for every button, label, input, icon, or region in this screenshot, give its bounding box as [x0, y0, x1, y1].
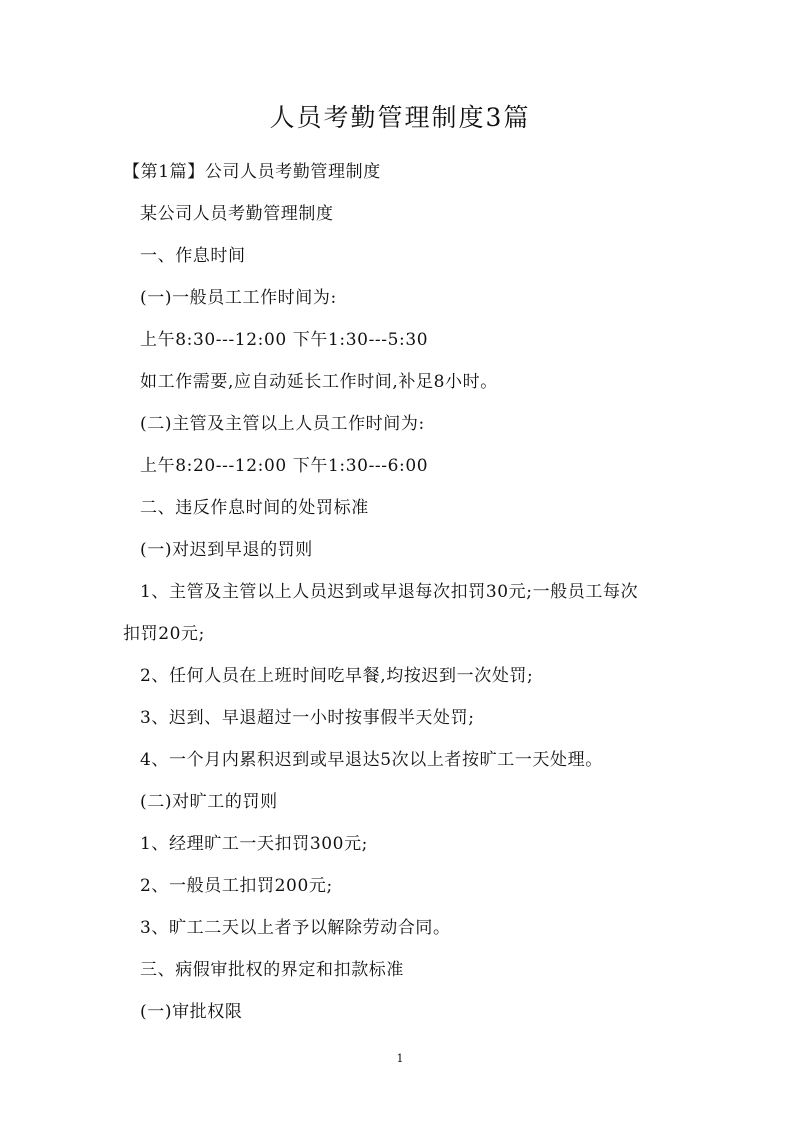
paragraph-line: 如工作需要,应自动延长工作时间,补足8小时。	[140, 372, 498, 392]
paragraph-line: (一)对迟到早退的罚则	[140, 540, 313, 560]
paragraph-line: (一)审批权限	[140, 1002, 243, 1022]
paragraph-line: 上午8:30---12:00 下午1:30---5:30	[140, 330, 429, 350]
paragraph-line: 3、旷工二天以上者予以解除劳动合同。	[140, 918, 451, 938]
paragraph-line: 1、主管及主管以上人员迟到或早退每次扣罚30元;一般员工每次	[140, 582, 639, 602]
paragraph-line: 3、迟到、早退超过一小时按事假半天处罚;	[140, 708, 475, 728]
paragraph-line: (二)主管及主管以上人员工作时间为:	[140, 414, 425, 434]
paragraph-line: 某公司人员考勤管理制度	[140, 204, 334, 224]
paragraph-line: (一)一般员工工作时间为:	[140, 288, 337, 308]
paragraph-line: 1、经理旷工一天扣罚300元;	[140, 834, 368, 854]
paragraph-line: 2、任何人员在上班时间吃早餐,均按迟到一次处罚;	[140, 666, 534, 686]
paragraph-line-continued: 扣罚20元;	[123, 624, 205, 644]
page-title: 人员考勤管理制度3篇	[269, 103, 531, 132]
paragraph-line: 上午8:20---12:00 下午1:30---6:00	[140, 456, 429, 476]
paragraph-line: (二)对旷工的罚则	[140, 792, 278, 812]
section-heading-part-1: 【第1篇】公司人员考勤管理制度	[123, 162, 381, 182]
paragraph-line: 二、违反作息时间的处罚标准	[140, 498, 369, 518]
paragraph-line: 三、病假审批权的界定和扣款标准	[140, 960, 404, 980]
paragraph-line: 4、一个月内累积迟到或早退达5次以上者按旷工一天处理。	[140, 750, 603, 770]
paragraph-line: 一、作息时间	[140, 246, 246, 266]
page-number: 1	[396, 1052, 404, 1065]
paragraph-line: 2、一般员工扣罚200元;	[140, 876, 333, 896]
